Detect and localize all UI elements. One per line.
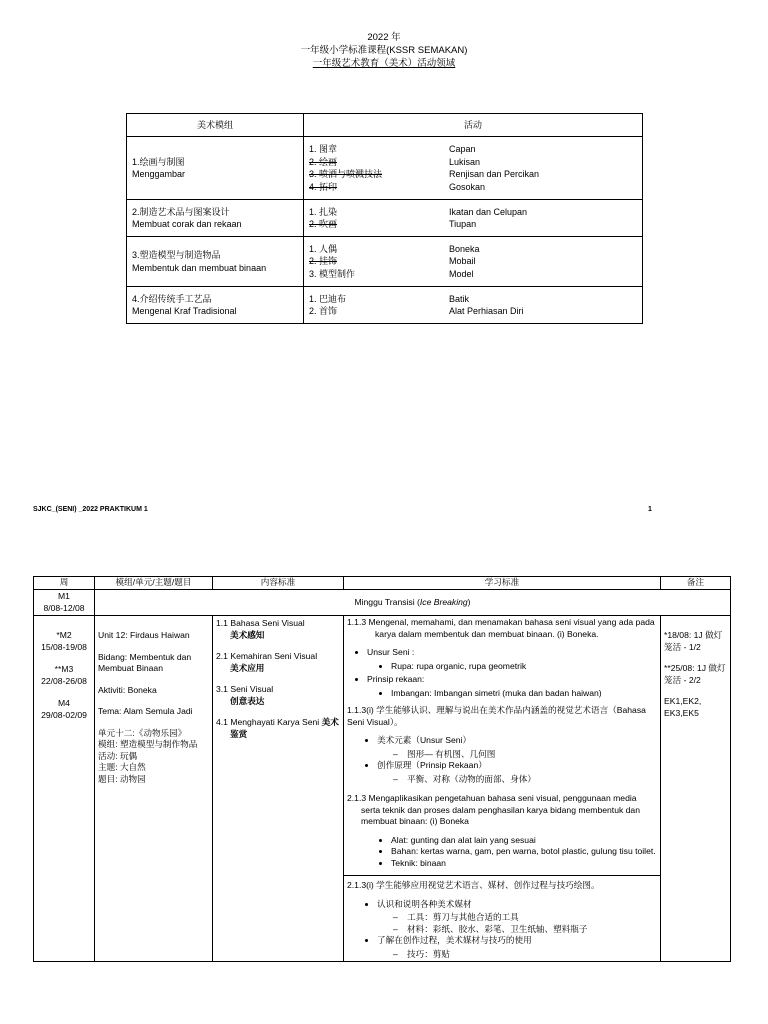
module-ms: Membentuk dan membuat binaan	[132, 262, 267, 273]
table-row	[127, 287, 643, 324]
activity-item: 1. 人偶 Boneka	[309, 243, 480, 254]
activity-cell	[304, 237, 643, 287]
activity-item: 2. 吹画 Tiupan	[309, 219, 477, 229]
page-number: 1	[648, 506, 652, 513]
list-item: • Teknik: binaan	[391, 858, 657, 870]
transition-week-cell: Minggu Transisi (Ice Breaking)	[95, 590, 731, 616]
activity-item: 2. 首饰 Alat Perhiasan Diri	[309, 306, 524, 316]
list-item: • Alat: gunting dan alat lain yang sesuai	[391, 835, 657, 847]
header-curriculum: 一年级小学标准课程(KSSR SEMAKAN)	[300, 45, 468, 56]
zh-bullet-list	[347, 760, 657, 772]
header-content-standard: 内容标准	[213, 577, 344, 590]
activity-cell	[304, 137, 643, 200]
list-item: • Prinsip rekaan:	[367, 674, 657, 686]
unit-zh-line: 模组: 塑造模型与制作物品	[98, 739, 198, 749]
list-item: – 技巧：剪贴	[407, 949, 657, 961]
list-item: – 材料：彩纸、胶水、彩笔、卫生纸轴、塑料瓶子	[407, 924, 657, 936]
module-cell	[127, 137, 304, 200]
table-row	[127, 137, 643, 200]
page-footer-label: SJKC_(SENI) _2022 PRAKTIKUM 1	[33, 506, 148, 513]
unit-zh-line: 活动: 玩偶	[98, 750, 138, 761]
module-activity-table	[126, 113, 643, 324]
dash-list	[347, 912, 657, 935]
week-dates: 8/08-12/08	[43, 602, 85, 613]
content-standard-cell	[213, 616, 344, 962]
lesson-plan-table	[33, 576, 731, 962]
week-entry: *M2 15/08-19/08	[41, 630, 87, 652]
list-item: • 了解在创作过程，美术媒材与技巧的使用	[377, 935, 657, 947]
list-item: • Bahan: kertas warna, gam, pen warna, botol plastic, gulung tisu toilet.	[391, 846, 657, 858]
header-notes: 备注	[661, 577, 731, 590]
table-row	[127, 200, 643, 237]
activity-item: 1. 扎染 Ikatan dan Celupan	[309, 206, 528, 217]
module-zh: 3.塑造模型与制造物品	[132, 250, 221, 260]
zh-bullet-list	[347, 935, 657, 947]
list-item: • Imbangan: Imbangan simetri (muka dan badan haiwan)	[391, 688, 657, 700]
art-elements-list	[347, 647, 657, 659]
zh-bullet-list	[347, 735, 657, 747]
unit-zh-line: 主题: 大自然	[98, 762, 146, 772]
module-zh: 4.介绍传统手工艺品	[132, 293, 212, 304]
header-subject: 一年级艺术教育（美术）活动领域	[312, 58, 456, 69]
module-cell	[127, 200, 304, 237]
table-row	[34, 616, 731, 962]
content-standard-item: 4.1 Menghayati Karya Seni 美术鉴赏	[216, 717, 339, 739]
week-cell	[34, 616, 95, 962]
unit-title: Unit 12: Firdaus Haiwan	[98, 630, 190, 640]
module-cell	[127, 287, 304, 324]
list-item: • 创作原理（Prinsip Rekaan）	[377, 760, 657, 772]
activity-item: 1. 巴迪布 Batik	[309, 293, 470, 304]
week-entry: M4 29/08-02/09	[41, 698, 87, 720]
unit-theme: Tema: Alam Semula Jadi	[98, 706, 193, 716]
standard-213-zh: 2.1.3(i) 学生能够应用视觉艺术语言、媒材、创作过程与技巧绘图。	[347, 880, 600, 890]
header-learning-standard: 学习标准	[344, 577, 661, 590]
list-item: • 美术元素（Unsur Seni）	[377, 735, 657, 747]
module-ms: Menggambar	[132, 169, 186, 179]
document-header	[0, 31, 768, 70]
activity-item: 3. 模型制作 Model	[309, 268, 474, 279]
list-item: • Unsur Seni :	[367, 647, 657, 659]
learning-standard-cell	[344, 616, 661, 962]
header-unit: 模组/单元/主题/题目	[95, 577, 213, 590]
dash-list	[347, 949, 657, 961]
zh-bullet-list	[347, 899, 657, 911]
design-principles-list	[347, 674, 657, 686]
table-row	[34, 590, 731, 616]
table-row	[127, 237, 643, 287]
activity-item: 3. 喷洒与喷溅技法 Renjisan dan Percikan	[309, 169, 540, 179]
header-year: 2022 年	[367, 32, 401, 43]
standard-113-zh: 1.1.3(i) 学生能够认识、理解与说出在美术作品内涵盖的视觉艺术语言（Bahasa Seni Visual）。	[347, 705, 646, 727]
unit-cell	[95, 616, 213, 962]
activity-item: 1. 图章 Capan	[309, 144, 476, 154]
list-item: • Rupa: rupa organic, rupa geometrik	[391, 661, 657, 673]
module-ms: Mengenal Kraf Tradisional	[132, 306, 237, 316]
media-list	[347, 835, 657, 870]
dash-list	[347, 749, 657, 761]
activity-cell	[304, 287, 643, 324]
unit-zh-line: 单元十二:《动物乐园》	[98, 727, 187, 738]
unit-activity: Aktiviti: Boneka	[98, 684, 157, 695]
content-standard-item: 2.1 Kemahiran Seni Visual 美术应用	[216, 651, 318, 673]
sub-list	[347, 661, 657, 673]
activity-item: 2. 挂饰 Mobail	[309, 256, 476, 267]
notes-cell	[661, 616, 731, 962]
content-standard-item: 1.1 Bahasa Seni Visual 美术感知	[216, 618, 305, 640]
note-item: **25/08: 1J 做灯笼活 - 2/2	[664, 663, 726, 685]
week-cell	[34, 590, 95, 616]
module-zh: 2.制造艺术品与图案设计	[132, 206, 230, 217]
note-item: EK1,EK2, EK3,EK5	[664, 696, 702, 718]
header-week: 周	[34, 577, 95, 590]
unit-zh-line: 题目: 动物园	[98, 773, 146, 784]
module-zh: 1.绘画与制图	[132, 156, 185, 167]
content-standard-item: 3.1 Seni Visual 创意表达	[216, 684, 274, 706]
divider	[344, 875, 660, 876]
module-cell	[127, 237, 304, 287]
week-entry: **M3 22/08-26/08	[41, 664, 87, 686]
standard-113: 1.1.3 Mengenal, memahami, dan menamakan bahasa seni visual yang ada pada karya dalam membentuk dan membuat binaan. (i) Boneka.	[347, 617, 655, 639]
activity-cell	[304, 200, 643, 237]
module-header: 美术模组	[127, 114, 304, 137]
standard-213: 2.1.3 Mengaplikasikan pengetahuan bahasa seni visual, penggunaan media serta teknik dan proses dalam penghasilan karya bidang membentuk dan membuat binaan: (i) Boneka	[347, 793, 640, 826]
unit-field: Bidang: Membentuk dan Membuat Binaan	[98, 651, 192, 673]
list-item: – 图形— 有机图、几何图	[407, 749, 657, 761]
list-item: – 工具：剪刀与其他合适的工具	[407, 912, 657, 924]
module-ms: Membuat corak dan rekaan	[132, 219, 242, 229]
list-item: • 认识和说明各种美术媒材	[377, 899, 657, 911]
week-label: M1	[58, 591, 70, 601]
activity-header: 活动	[304, 114, 643, 137]
activity-item: 2. 绘画 Lukisan	[309, 156, 481, 167]
activity-item: 4. 拓印 Gosokan	[309, 181, 486, 192]
list-item: – 平衡、对称（动物的面部、身体）	[407, 774, 657, 786]
sub-list	[347, 688, 657, 700]
dash-list	[347, 774, 657, 786]
note-item: *18/08: 1J 做灯笼活 - 1/2	[664, 630, 723, 652]
